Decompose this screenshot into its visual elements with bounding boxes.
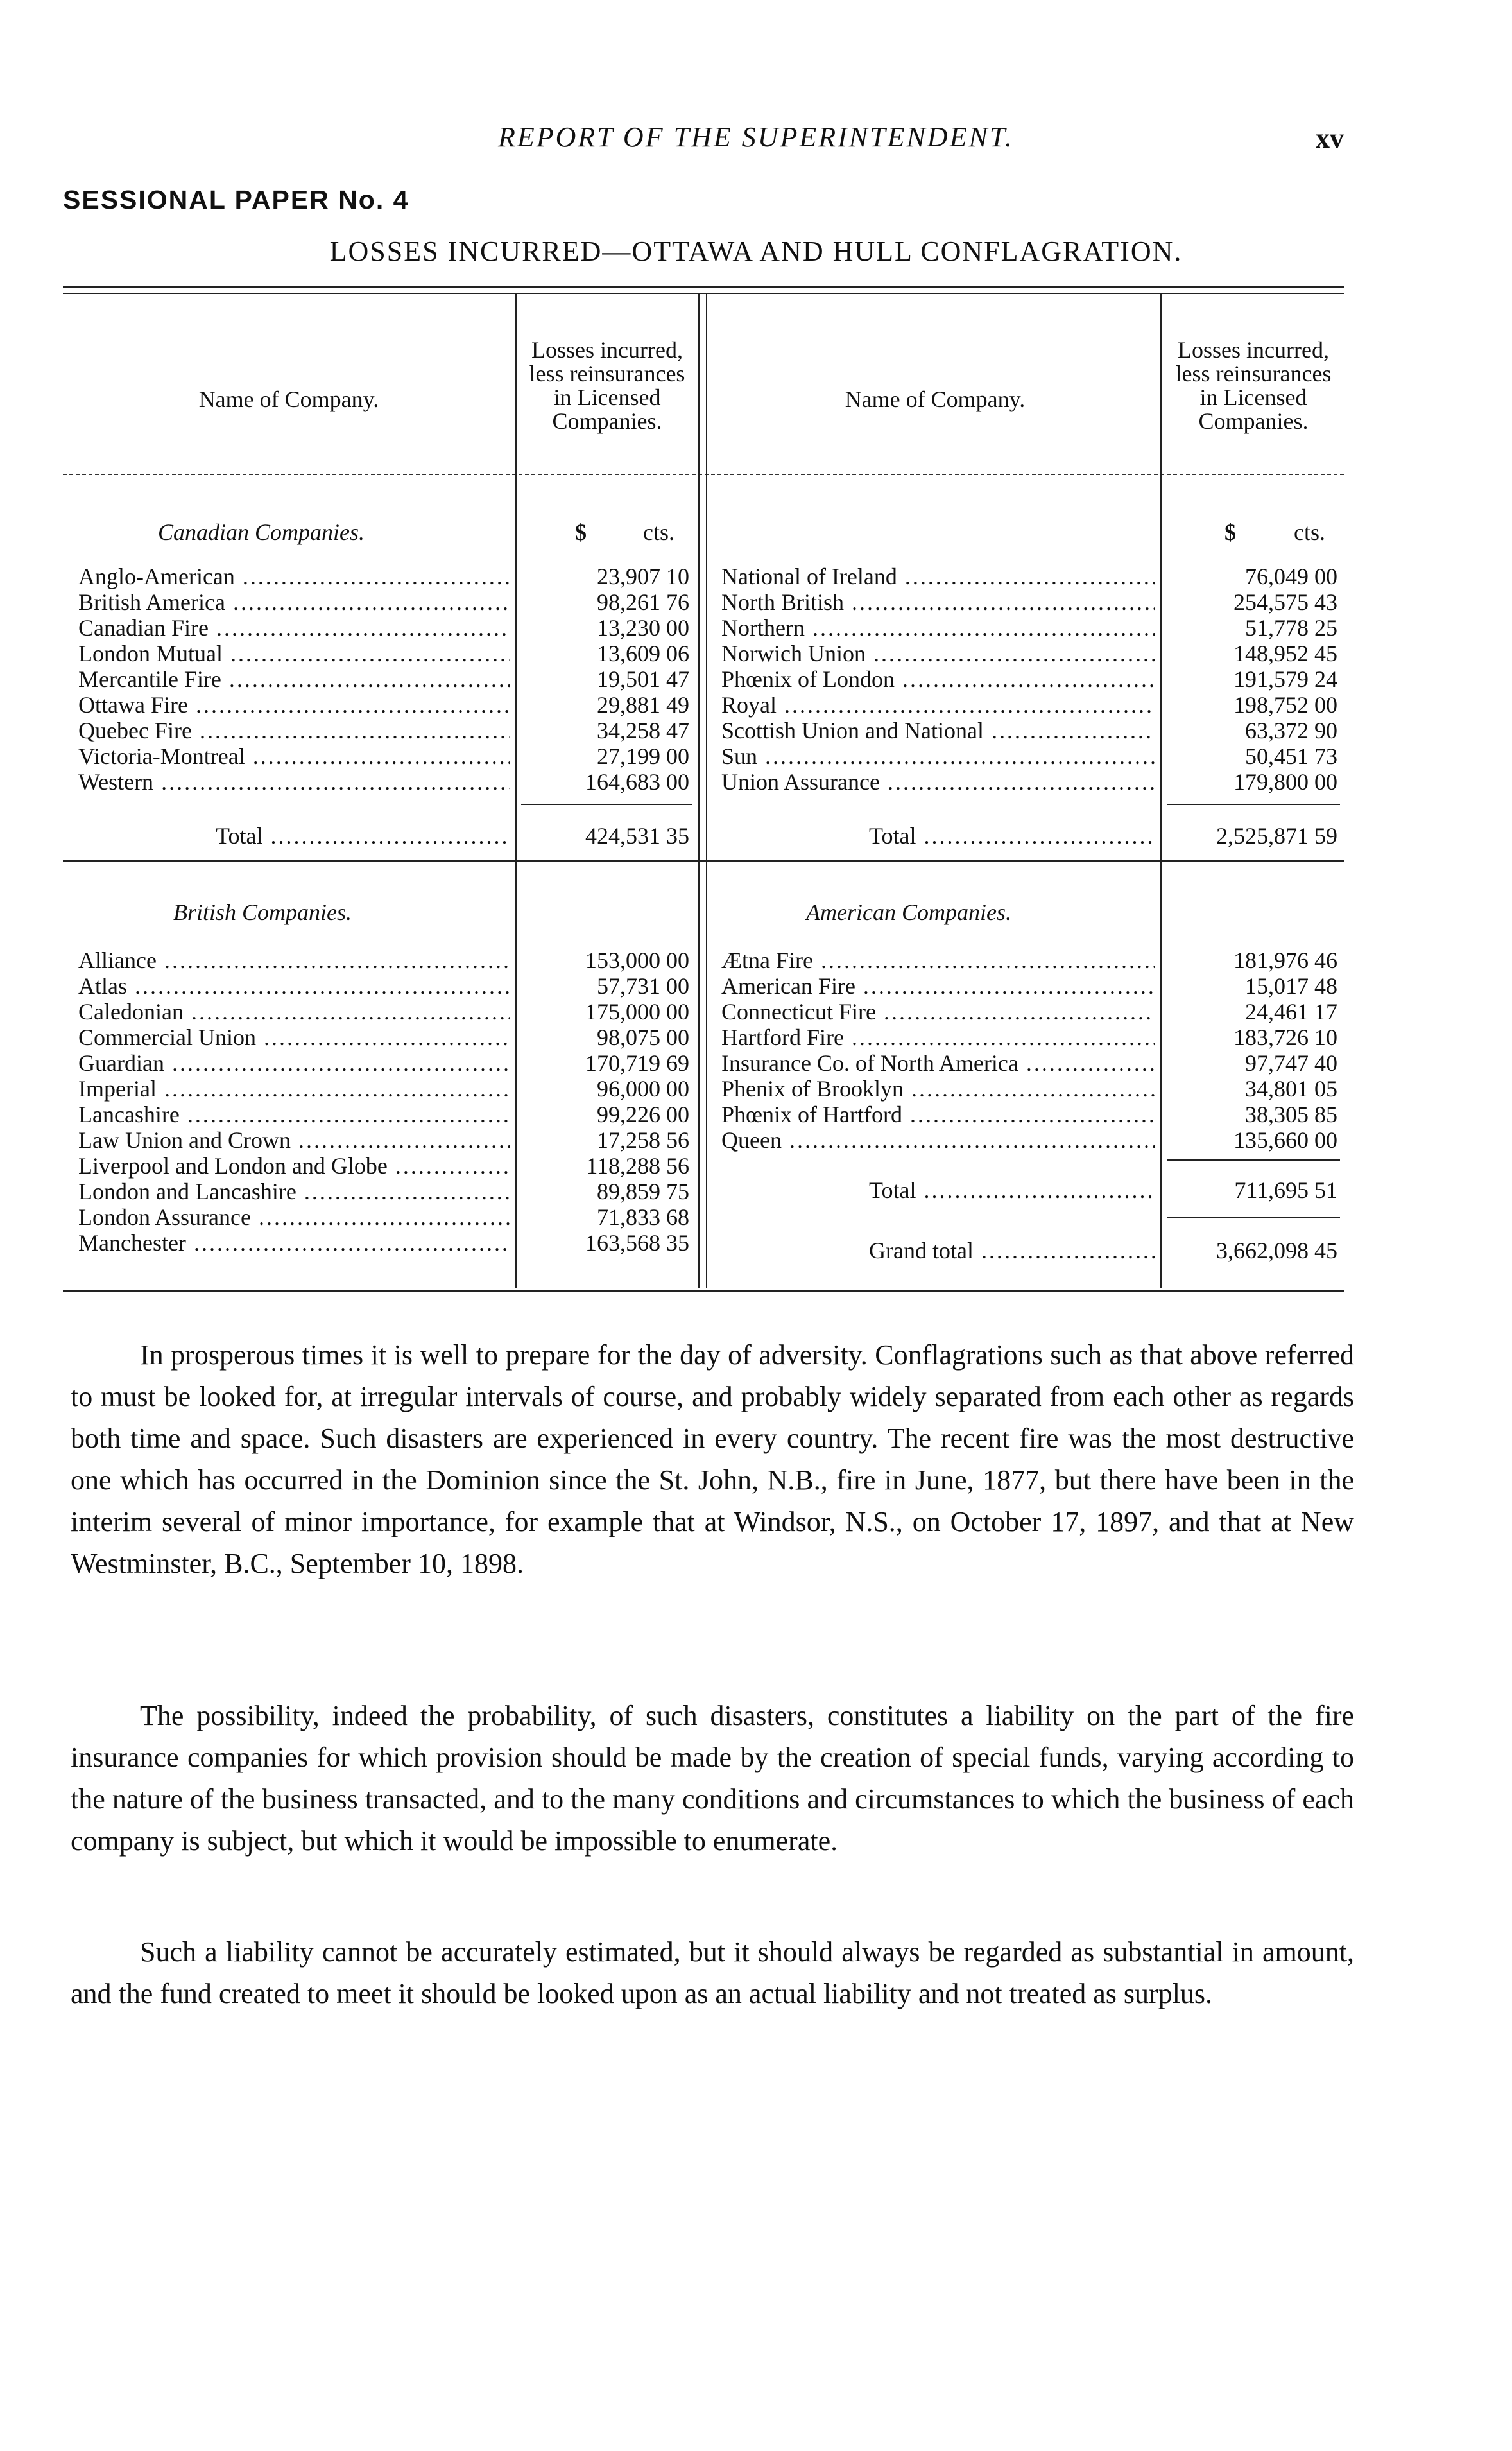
company-name: Northern ..... — [721, 615, 1155, 641]
paragraph-2: The possibility, indeed the probability, of such disasters, constitutes a liability on the part of the fire insurance companies for which provision should be made by the creation of special funds, varying according to the nature of the business transacted, and to the many conditions and circumstances to which the business of each company is subject, but which it would be impossible to enumerate. — [71, 1700, 1354, 1857]
loss-value: 34,258 47 — [597, 718, 689, 743]
loss-value: 118,288 56 — [586, 1153, 689, 1179]
company-name: Canadian Fire ..... — [78, 615, 510, 641]
company-name: Norwich Union ..... — [721, 641, 1155, 666]
american-names — [721, 948, 1155, 1153]
col-divider-2b — [706, 293, 707, 1288]
table-row — [721, 948, 1155, 973]
company-name: Quebec Fire ..... — [78, 718, 510, 743]
right-upper-total-value: 2,525,871 59 — [1216, 823, 1337, 849]
right-upper-total-row — [869, 823, 1155, 849]
table-top-rule-2 — [63, 293, 1344, 294]
loss-value: 57,731 00 — [597, 973, 689, 999]
table-row — [721, 743, 1155, 769]
table-row — [721, 564, 1155, 589]
grand-total-rule — [1167, 1217, 1340, 1218]
loss-value: 76,049 00 — [1245, 564, 1337, 589]
table-title: LOSSES INCURRED—OTTAWA AND HULL CONFLAGRATION. — [329, 236, 1183, 267]
loss-value: 198,752 00 — [1233, 692, 1337, 718]
american-companies-title: American Companies. — [806, 899, 1011, 925]
loss-value: 63,372 90 — [1245, 718, 1337, 743]
sessional-paper-label: SESSIONAL PAPER No. 4 — [63, 185, 409, 214]
american-total-value: 711,695 51 — [1234, 1177, 1337, 1203]
table-row — [721, 718, 1155, 743]
table-row — [721, 666, 1155, 692]
loss-value: 13,609 06 — [597, 641, 689, 666]
loss-value: 34,801 05 — [1245, 1076, 1337, 1102]
loss-value: 24,461 17 — [1245, 999, 1337, 1025]
company-name: Mercantile Fire ..... — [78, 666, 510, 692]
subtotal-rule-right — [1167, 804, 1340, 805]
table-row — [78, 1153, 510, 1179]
loss-value: 99,226 00 — [597, 1102, 689, 1127]
company-name: Western ..... — [78, 769, 510, 795]
table-row — [78, 718, 510, 743]
total-label: Total ..... — [869, 823, 1155, 849]
table-row — [78, 1179, 510, 1204]
dollar-label-left: $ — [575, 519, 587, 545]
loss-value: 170,719 69 — [585, 1050, 689, 1076]
company-name: Alliance ..... — [78, 948, 510, 973]
table-row — [78, 692, 510, 718]
total-label: Total ..... — [869, 1177, 1155, 1203]
col-header-company-right: Name of Company. — [845, 386, 1026, 412]
canadian-companies-title: Canadian Companies. — [158, 519, 365, 545]
table-row — [721, 641, 1155, 666]
table-row — [78, 1025, 510, 1050]
cents-label-left: cts. — [643, 519, 674, 545]
loss-value: 191,579 24 — [1233, 666, 1337, 692]
company-name: National of Ireland ..... — [721, 564, 1155, 589]
cents-label-right: cts. — [1294, 519, 1325, 545]
table-row — [721, 1127, 1155, 1153]
loss-value: 163,568 35 — [585, 1230, 689, 1256]
running-head: REPORT OF THE SUPERINTENDENT. — [497, 121, 1015, 153]
table-row — [78, 1050, 510, 1076]
grand-total-label: Grand total ..... — [869, 1238, 1155, 1263]
table-row — [78, 1230, 510, 1256]
loss-value: 164,683 00 — [585, 769, 689, 795]
company-name: Atlas ..... — [78, 973, 510, 999]
table-row — [78, 1127, 510, 1153]
company-name: Lancashire ..... — [78, 1102, 510, 1127]
loss-value: 15,017 48 — [1245, 973, 1337, 999]
table-row — [721, 769, 1155, 795]
table-row — [78, 1204, 510, 1230]
company-name: Law Union and Crown ..... — [78, 1127, 510, 1153]
loss-value: 148,952 45 — [1233, 641, 1337, 666]
loss-value: 38,305 85 — [1245, 1102, 1337, 1127]
total-label: Total ..... — [216, 823, 510, 849]
table-row — [78, 666, 510, 692]
table-row — [721, 589, 1155, 615]
table-row — [721, 1076, 1155, 1102]
loss-value: 23,907 10 — [597, 564, 689, 589]
table-row — [78, 769, 510, 795]
company-name: American Fire ..... — [721, 973, 1155, 999]
table-row — [78, 1076, 510, 1102]
right-upper-names — [721, 564, 1155, 795]
col-divider-3 — [1160, 293, 1162, 1288]
loss-value: 50,451 73 — [1245, 743, 1337, 769]
loss-value: 27,199 00 — [597, 743, 689, 769]
loss-value: 254,575 43 — [1233, 589, 1337, 615]
col-header-losses-right: Losses incurred, less reinsurances in Licensed Companies. — [1175, 337, 1332, 434]
company-name: Liverpool and London and Globe ..... — [78, 1153, 510, 1179]
company-name: London Assurance ..... — [78, 1204, 510, 1230]
table-row — [721, 1102, 1155, 1127]
american-values — [1167, 948, 1337, 1153]
company-name: Scottish Union and National ..... — [721, 718, 1155, 743]
company-name: Ætna Fire ..... — [721, 948, 1155, 973]
table-row — [78, 615, 510, 641]
table-row — [78, 589, 510, 615]
col-divider-1 — [515, 293, 517, 1288]
british-companies-title: British Companies. — [173, 899, 352, 925]
british-values — [521, 948, 689, 1256]
company-name: Caledonian ..... — [78, 999, 510, 1025]
loss-value: 89,859 75 — [597, 1179, 689, 1204]
table-row — [78, 948, 510, 973]
loss-value: 29,881 49 — [597, 692, 689, 718]
company-name: Ottawa Fire ..... — [78, 692, 510, 718]
table-row — [78, 743, 510, 769]
table-row — [721, 973, 1155, 999]
canadian-names — [78, 564, 510, 795]
loss-value: 175,000 00 — [585, 999, 689, 1025]
company-name: Sun ..... — [721, 743, 1155, 769]
grand-total-row — [869, 1238, 1155, 1263]
canadian-total-value: 424,531 35 — [585, 823, 689, 849]
right-upper-values — [1167, 564, 1337, 795]
table-row — [78, 641, 510, 666]
table-row — [78, 564, 510, 589]
page-number: xv — [1316, 123, 1344, 154]
company-name: London Mutual ..... — [78, 641, 510, 666]
company-name: Guardian ..... — [78, 1050, 510, 1076]
col-divider-2 — [698, 293, 700, 1288]
company-name: Anglo-American ..... — [78, 564, 510, 589]
british-names — [78, 948, 510, 1256]
company-name: North British ..... — [721, 589, 1155, 615]
loss-value: 135,660 00 — [1233, 1127, 1337, 1153]
paragraph-1: In prosperous times it is well to prepare for the day of adversity. Conflagrations such as that above referred to must be looked for, at irregular intervals of course, and probably widely separated from each other as regards both time and space. Such disasters are experienced in every country. The recent fire was the most destructive one which has occurred in the Dominion since the St. John, N.B., fire in June, 1877, but there have been in the interim several of minor importance, for example that at Windsor, N.S., on October 17, 1897, and that at New Westminster, B.C., September 10, 1898. — [71, 1339, 1354, 1579]
table-bottom-rule — [63, 1290, 1344, 1292]
loss-value: 13,230 00 — [597, 615, 689, 641]
company-name: Victoria-Montreal ..... — [78, 743, 510, 769]
col-header-company-left: Name of Company. — [198, 386, 379, 412]
loss-value: 98,261 76 — [597, 589, 689, 615]
mid-rule — [63, 860, 1344, 862]
table-row — [721, 999, 1155, 1025]
header-bottom-rule — [63, 474, 1344, 475]
loss-value: 183,726 10 — [1233, 1025, 1337, 1050]
company-name: Queen ..... — [721, 1127, 1155, 1153]
american-subtotal-rule — [1167, 1159, 1340, 1161]
loss-value: 51,778 25 — [1245, 615, 1337, 641]
company-name: British America ..... — [78, 589, 510, 615]
grand-total-value: 3,662,098 45 — [1216, 1238, 1337, 1263]
canadian-values — [521, 564, 689, 795]
company-name: Imperial ..... — [78, 1076, 510, 1102]
loss-value: 181,976 46 — [1233, 948, 1337, 973]
loss-value: 98,075 00 — [597, 1025, 689, 1050]
loss-value: 17,258 56 — [597, 1127, 689, 1153]
american-total-row — [869, 1177, 1155, 1203]
company-name: London and Lancashire ..... — [78, 1179, 510, 1204]
table-row — [721, 692, 1155, 718]
company-name: Connecticut Fire ..... — [721, 999, 1155, 1025]
company-name: Phœnix of Hartford ..... — [721, 1102, 1155, 1127]
table-row — [78, 999, 510, 1025]
table-top-rule — [63, 286, 1344, 288]
loss-value: 19,501 47 — [597, 666, 689, 692]
table-row — [721, 1050, 1155, 1076]
table-row — [721, 615, 1155, 641]
company-name: Union Assurance ..... — [721, 769, 1155, 795]
table-row — [78, 973, 510, 999]
loss-value: 153,000 00 — [585, 948, 689, 973]
loss-value: 71,833 68 — [597, 1204, 689, 1230]
paragraph-3: Such a liability cannot be accurately estimated, but it should always be regarded as substantial in amount, and the fund created to meet it should be looked upon as an actual liability and not treated as surplus. — [71, 1936, 1354, 2009]
loss-value: 97,747 40 — [1245, 1050, 1337, 1076]
table-row — [78, 1102, 510, 1127]
company-name: Manchester ..... — [78, 1230, 510, 1256]
loss-value: 179,800 00 — [1233, 769, 1337, 795]
company-name: Insurance Co. of North America ..... — [721, 1050, 1155, 1076]
company-name: Phœnix of London ..... — [721, 666, 1155, 692]
dollar-label-right: $ — [1224, 519, 1236, 545]
canadian-total-row — [216, 823, 510, 849]
company-name: Hartford Fire ..... — [721, 1025, 1155, 1050]
subtotal-rule-left — [521, 804, 692, 805]
loss-value: 96,000 00 — [597, 1076, 689, 1102]
company-name: Commercial Union ..... — [78, 1025, 510, 1050]
company-name: Phenix of Brooklyn ..... — [721, 1076, 1155, 1102]
table-row — [721, 1025, 1155, 1050]
col-header-losses-left: Losses incurred, less reinsurances in Licensed Companies. — [529, 337, 685, 434]
company-name: Royal ..... — [721, 692, 1155, 718]
